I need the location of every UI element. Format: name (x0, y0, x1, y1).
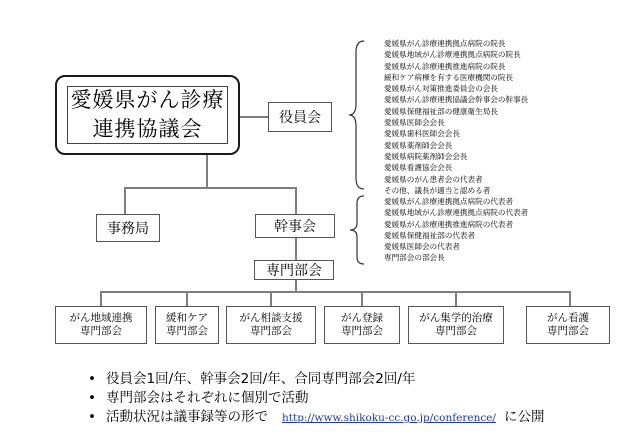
council-title-line2: 連携協議会 (92, 117, 203, 141)
note-item (88, 370, 544, 389)
committee-type: 専門部会 (250, 325, 292, 337)
steering-member: 愛媛県がん診療連携推進病院の代表者 (384, 219, 514, 229)
committee-type: 専門部会 (341, 325, 383, 337)
committee-box-nursing (526, 306, 610, 344)
council-box (55, 75, 240, 155)
connector-committee-4 (361, 291, 363, 306)
committee-type: 専門部会 (166, 325, 208, 337)
council-title (67, 86, 228, 144)
connector-branch-horizontal (124, 187, 296, 189)
conference-link[interactable]: http://www.shikoku-cc.go.jp/conference/ (282, 412, 496, 424)
note-text: 役員会1回/年、幹事会2回/年、合同専門部会2回/年 (106, 371, 416, 387)
committee-type: 専門部会 (547, 325, 589, 337)
officers-member: 愛媛県がん診療連携協議会幹事会の幹事長 (384, 95, 529, 105)
connector-committee-5 (455, 291, 457, 306)
steering-member: 愛媛県地域がん診療連携拠点病院の代表者 (384, 208, 529, 218)
officers-member: その他、議長が適当と認める者 (384, 185, 491, 195)
connector-committee-1 (100, 291, 102, 306)
subcommittee-box: 専門部会 (254, 260, 334, 280)
connector-committee-6 (569, 291, 571, 306)
officers-member: 愛媛県保健福祉部の健康衛生局長 (384, 106, 498, 116)
connector-council-down (206, 155, 208, 189)
connector-committee-3 (270, 291, 272, 306)
note-item (88, 389, 544, 408)
committee-name: がん登録 (341, 312, 383, 324)
note-text: 活動状況は議事録等の形で (106, 409, 268, 425)
officers-member-list (384, 38, 528, 196)
committee-box-consultation (226, 306, 316, 344)
connector-to-secretariat (124, 187, 126, 214)
note-item (88, 408, 544, 427)
steering-member-list (384, 196, 528, 264)
bullet-icon: • (88, 409, 96, 425)
committee-name: がん地域連携 (69, 312, 133, 324)
committee-box-registry (324, 306, 400, 344)
officers-member: 愛媛県看護協会会長 (384, 163, 453, 173)
steering-box: 幹事会 (255, 214, 335, 238)
committee-type: 専門部会 (435, 325, 477, 337)
connector-committee-2 (186, 291, 188, 306)
committee-name: がん相談支援 (239, 312, 303, 324)
steering-member: 愛媛県がん診療連携拠点病院の代表者 (384, 197, 514, 206)
bullet-icon: • (88, 390, 96, 406)
connector-committees-horizontal (100, 291, 570, 293)
note-text-suffix: に公開 (503, 409, 545, 425)
committee-box-multidisciplinary (408, 306, 504, 344)
steering-member: 愛媛県医師会の代表者 (384, 242, 460, 252)
connector-to-steering (295, 187, 297, 214)
committee-box-palliative (155, 306, 219, 344)
committee-name: がん看護 (547, 312, 589, 324)
officers-member: 愛媛県のがん患者会の代表者 (384, 174, 483, 184)
committee-box-regional (55, 306, 147, 344)
officers-member: 愛媛県歯科医師会会長 (384, 129, 460, 139)
connector-council-officers (240, 116, 268, 118)
officers-member: 緩和ケア病棟を有する医療機関の院長 (384, 72, 514, 82)
officers-box: 役員会 (268, 102, 332, 132)
steering-member: 愛媛県保健福祉部の代表者 (384, 230, 476, 240)
note-text: 専門部会はそれぞれに個別で活動 (106, 390, 309, 406)
officers-member: 愛媛県医師会会長 (384, 118, 445, 128)
officers-brace (348, 40, 366, 190)
bullet-icon: • (88, 371, 96, 387)
committee-type: 専門部会 (80, 325, 122, 337)
secretariat-box: 事務局 (96, 214, 160, 242)
officers-member: 愛媛県がん対策推進委員会の会長 (384, 84, 498, 94)
steering-brace (348, 195, 366, 265)
officers-member: 愛媛県がん診療連携推進病院の院長 (384, 61, 506, 71)
council-title-line1: 愛媛県がん診療 (70, 88, 225, 112)
officers-member: 愛媛県がん診療連携拠点病院の院長 (384, 39, 506, 48)
officers-member: 愛媛県地域がん診療連携拠点病院の院長 (384, 50, 521, 60)
committee-name: 緩和ケア (166, 312, 208, 324)
steering-member: 専門部会の部会長 (384, 253, 445, 263)
officers-member: 愛媛県病院薬剤師会会長 (384, 151, 468, 161)
notes-list (88, 370, 544, 427)
committee-name: がん集学的治療 (419, 312, 493, 324)
connector-steering-subcommittee (295, 238, 297, 260)
officers-member: 愛媛県薬剤師会会長 (384, 140, 453, 150)
